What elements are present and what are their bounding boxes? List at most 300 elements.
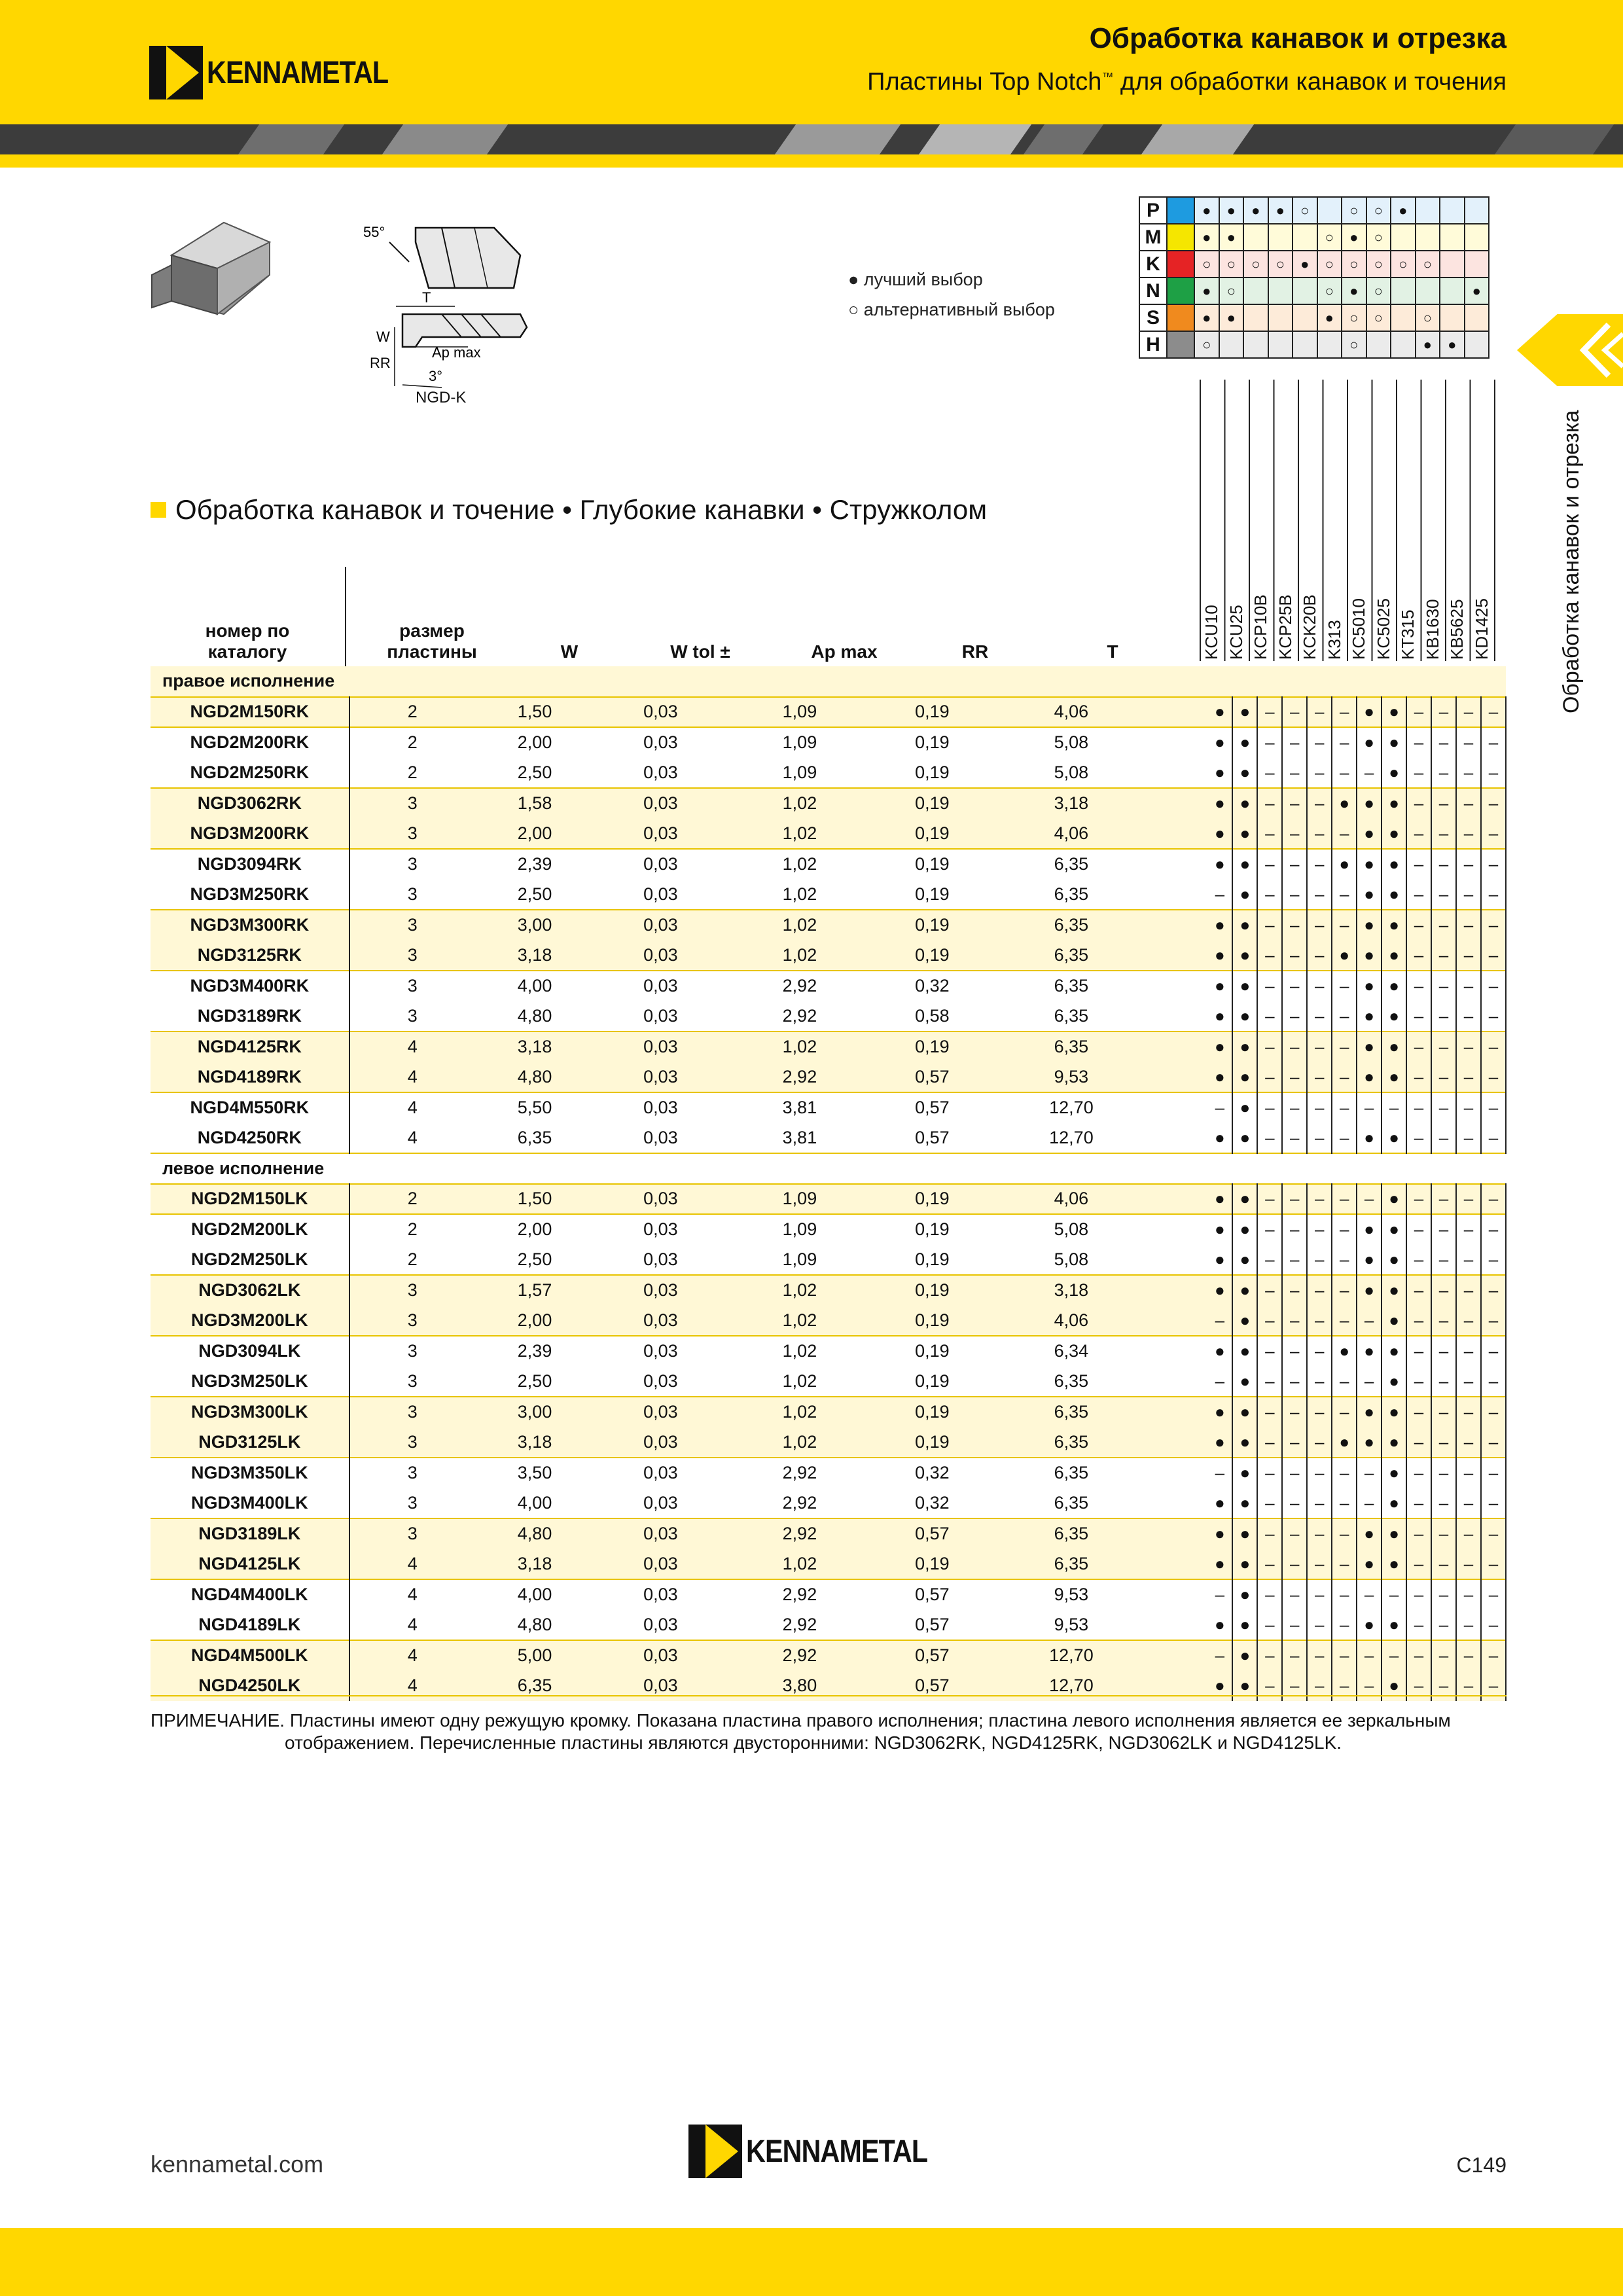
cell-size: 2 — [349, 1214, 475, 1245]
cell-w: 1,50 — [475, 697, 594, 728]
material-mark — [1293, 278, 1317, 304]
cell-rr: 0,19 — [872, 1427, 991, 1458]
grade-cell: ● — [1382, 941, 1406, 971]
cell-ap: 1,02 — [782, 1371, 817, 1391]
grade-cell: – — [1431, 1245, 1456, 1276]
grade-cell: – — [1282, 1640, 1307, 1671]
grade-cell: – — [1406, 880, 1431, 910]
grade-cell: – — [1207, 1367, 1232, 1397]
grade-cell: ● — [1357, 1001, 1382, 1032]
grade-cell: – — [1282, 1214, 1307, 1245]
header-yellow-line — [0, 154, 1623, 168]
grade-cell: – — [1332, 1397, 1357, 1427]
grade-cell: – — [1282, 971, 1307, 1001]
dim-rr: RR — [370, 355, 391, 371]
grade-cell: – — [1481, 727, 1506, 758]
table-row — [151, 1397, 1506, 1427]
grade-cell: – — [1456, 1427, 1481, 1458]
grade-cell: – — [1431, 910, 1456, 941]
cell-rr: 0,19 — [872, 1549, 991, 1580]
cell-rr: 0,57 — [872, 1092, 991, 1123]
drawing-label: NGD-K — [416, 389, 467, 406]
cell-t: 6,35 — [991, 910, 1150, 941]
grade-cell: ● — [1382, 1458, 1406, 1488]
grade-cell: ● — [1232, 1092, 1257, 1123]
material-mark — [1268, 224, 1293, 251]
cell-size: 3 — [349, 910, 475, 941]
grade-cell: – — [1431, 1610, 1456, 1641]
grade-cell: ● — [1232, 1214, 1257, 1245]
grade-cell: ● — [1207, 1214, 1232, 1245]
grade-cell: ● — [1382, 1184, 1406, 1215]
grade-cell: – — [1481, 1275, 1506, 1306]
kennametal-k-icon — [149, 46, 203, 99]
grade-cell: – — [1406, 788, 1431, 819]
cell-t: 6,35 — [991, 941, 1150, 971]
grade-cell: – — [1456, 1488, 1481, 1519]
grade-cell: – — [1431, 1275, 1456, 1306]
material-mark: ○ — [1391, 251, 1416, 278]
cell-gap — [1150, 1245, 1207, 1276]
grade-cell: ● — [1232, 1062, 1257, 1093]
cell-ap: 2,92 — [782, 1614, 817, 1634]
col-header-ap: Ap max — [811, 641, 878, 662]
grade-cell: – — [1282, 1245, 1307, 1276]
cell-rr: 0,57 — [872, 1671, 991, 1702]
material-mark — [1416, 197, 1440, 224]
cell-t: 6,35 — [991, 1458, 1150, 1488]
grade-cell: – — [1257, 1092, 1282, 1123]
cell-ap: 2,92 — [782, 1492, 817, 1513]
grade-cell: – — [1332, 697, 1357, 728]
grade-cell: – — [1307, 941, 1332, 971]
grade-cell: – — [1257, 910, 1282, 941]
grade-cell: – — [1282, 1610, 1307, 1641]
grade-cell: – — [1282, 1397, 1307, 1427]
cell-ap: 1,09 — [727, 727, 873, 758]
grade-cell: ● — [1357, 910, 1382, 941]
grade-cell: ● — [1357, 788, 1382, 819]
material-mark: ● — [1440, 331, 1465, 358]
grade-cell: – — [1282, 819, 1307, 850]
grade-cell: – — [1307, 1610, 1332, 1641]
cell-t: 6,35 — [1054, 1005, 1089, 1026]
grade-cell: – — [1481, 971, 1506, 1001]
cell-t: 5,08 — [991, 727, 1150, 758]
material-mark: ● — [1342, 224, 1366, 251]
cell-rr: 0,19 — [872, 1275, 991, 1306]
grade-cell: – — [1431, 1306, 1456, 1336]
grade-cell: – — [1406, 1245, 1431, 1276]
grade-cell: ● — [1357, 1245, 1382, 1276]
cell-size: 3 — [407, 1371, 418, 1391]
catalog-number: NGD2M250LK — [151, 1245, 349, 1276]
cell-size: 4 — [349, 1640, 475, 1671]
cell-rr: 0,57 — [872, 1640, 991, 1671]
cell-gap — [1150, 1579, 1207, 1610]
material-mark — [1440, 278, 1465, 304]
grade-cell: – — [1481, 788, 1506, 819]
cell-ap: 1,02 — [727, 941, 873, 971]
cell-gap — [1150, 1671, 1207, 1702]
material-row-n — [1139, 278, 1489, 304]
grade-cell: ● — [1207, 1397, 1232, 1427]
cell-w: 3,00 — [475, 1397, 594, 1427]
grade-cell: – — [1406, 819, 1431, 850]
page-number: C149 — [1456, 2153, 1507, 2177]
insert-table — [151, 666, 1507, 1701]
grade-cell: ● — [1207, 1549, 1232, 1580]
grade-cell: – — [1282, 1367, 1307, 1397]
cell-rr: 0,32 — [915, 1492, 950, 1513]
cell-rr: 0,19 — [872, 1214, 991, 1245]
table-row — [151, 1518, 1506, 1549]
cell-rr: 0,57 — [915, 1127, 950, 1147]
grade-cell: ● — [1207, 1488, 1232, 1519]
material-mark: ○ — [1366, 304, 1391, 331]
grade-label-kcu25: KCU25 — [1226, 605, 1246, 660]
material-row-m — [1139, 224, 1489, 251]
cell-t: 4,06 — [991, 1306, 1150, 1336]
table-row — [151, 1367, 1506, 1397]
header-stripe-band — [0, 124, 1623, 154]
cell-w: 2,50 — [517, 762, 552, 782]
cell-ap: 2,92 — [727, 1062, 873, 1093]
grade-cell: – — [1257, 1184, 1282, 1215]
grade-cell: – — [1257, 758, 1282, 789]
grade-cell: – — [1257, 1518, 1282, 1549]
grade-cell: – — [1406, 910, 1431, 941]
catalog-number: NGD3062RK — [151, 788, 349, 819]
grade-cell: – — [1406, 697, 1431, 728]
cell-size: 2 — [349, 1184, 475, 1215]
grade-cell: – — [1282, 1488, 1307, 1519]
grade-cell: ● — [1357, 1549, 1382, 1580]
cell-rr: 0,57 — [872, 1062, 991, 1093]
material-letter: N — [1139, 278, 1167, 304]
table-row — [151, 1184, 1506, 1215]
grade-cell: ● — [1232, 1275, 1257, 1306]
catalog-number: NGD3125RK — [151, 941, 349, 971]
stripe-decoration — [919, 124, 1031, 154]
grade-cell: – — [1431, 1092, 1456, 1123]
table-row — [151, 1062, 1506, 1093]
table-row — [151, 1336, 1506, 1367]
grade-cell: – — [1431, 1184, 1456, 1215]
stripe-decoration — [1495, 124, 1614, 154]
grade-cell: ● — [1382, 1031, 1406, 1062]
grade-cell: ● — [1207, 1184, 1232, 1215]
material-mark: ○ — [1366, 278, 1391, 304]
grade-cell: ● — [1382, 788, 1406, 819]
cell-t: 12,70 — [1049, 1127, 1094, 1147]
cell-size: 3 — [349, 819, 475, 850]
grade-cell: – — [1481, 819, 1506, 850]
grade-cell: ● — [1382, 1518, 1406, 1549]
grade-cell: – — [1257, 880, 1282, 910]
grade-cell: – — [1456, 1640, 1481, 1671]
material-mark: ● — [1342, 278, 1366, 304]
grade-cell: – — [1307, 1062, 1332, 1093]
grade-cell: – — [1332, 1214, 1357, 1245]
cell-gap — [1150, 1062, 1207, 1093]
cell-w: 2,00 — [475, 819, 594, 850]
material-mark — [1440, 224, 1465, 251]
cell-t: 6,35 — [1054, 884, 1089, 904]
col-header-rr: RR — [961, 641, 989, 662]
cell-t: 6,35 — [991, 849, 1150, 880]
grade-cell: – — [1332, 910, 1357, 941]
material-mark: ○ — [1366, 224, 1391, 251]
material-color-swatch — [1167, 197, 1194, 224]
grade-cell: – — [1257, 819, 1282, 850]
grade-cell: – — [1282, 1518, 1307, 1549]
cell-t: 9,53 — [991, 1062, 1150, 1093]
material-mark — [1366, 331, 1391, 358]
material-mark: ○ — [1268, 251, 1293, 278]
material-mark — [1293, 331, 1317, 358]
cell-wtol: 0,03 — [594, 788, 726, 819]
grade-cell: ● — [1332, 1427, 1357, 1458]
catalog-number: NGD3M250RK — [151, 880, 349, 910]
grade-cell: – — [1307, 1001, 1332, 1032]
grade-cell: – — [1332, 1031, 1357, 1062]
grade-cell: – — [1406, 1123, 1431, 1154]
cell-wtol: 0,03 — [594, 697, 726, 728]
cell-t: 4,06 — [991, 1184, 1150, 1215]
cell-size: 4 — [349, 1031, 475, 1062]
material-row-s — [1139, 304, 1489, 331]
cell-gap — [1150, 1123, 1207, 1154]
table-row — [151, 697, 1506, 728]
cell-gap — [1150, 941, 1207, 971]
grade-cell: – — [1282, 758, 1307, 789]
grade-cell: – — [1431, 1123, 1456, 1154]
section-heading-text: Обработка канавок и точение • Глубокие канавки • Стружколом — [175, 494, 988, 525]
grade-cell: ● — [1207, 1610, 1232, 1641]
material-mark: ○ — [1342, 331, 1366, 358]
grade-cell: – — [1456, 1123, 1481, 1154]
material-mark: ○ — [1317, 224, 1342, 251]
cell-wtol: 0,03 — [594, 1275, 726, 1306]
cell-size: 3 — [349, 941, 475, 971]
material-mark: ● — [1219, 304, 1244, 331]
cell-gap — [1150, 1367, 1207, 1397]
grade-cell: – — [1282, 727, 1307, 758]
grade-cell: – — [1307, 1397, 1332, 1427]
cell-gap — [1150, 1092, 1207, 1123]
cell-w: 1,50 — [475, 1184, 594, 1215]
grade-cell: – — [1431, 1579, 1456, 1610]
grade-cell: ● — [1357, 1610, 1382, 1641]
table-row — [151, 1031, 1506, 1062]
grade-cell: ● — [1382, 1214, 1406, 1245]
grade-cell: ● — [1207, 819, 1232, 850]
cell-gap — [1150, 727, 1207, 758]
material-mark — [1416, 224, 1440, 251]
cell-t: 5,08 — [1054, 762, 1089, 782]
grade-cell: – — [1282, 910, 1307, 941]
subtitle-tm: ™ — [1101, 70, 1114, 84]
catalog-number: NGD2M200LK — [151, 1214, 349, 1245]
grade-cell: – — [1481, 1579, 1506, 1610]
subtitle-main: Пластины Top Notch — [867, 68, 1102, 96]
cell-w: 1,57 — [475, 1275, 594, 1306]
cell-wtol: 0,03 — [643, 762, 678, 782]
material-color-swatch — [1167, 251, 1194, 278]
footer-url[interactable]: kennametal.com — [151, 2151, 324, 2178]
grade-cell: – — [1307, 758, 1332, 789]
cell-size: 3 — [349, 1306, 475, 1336]
grade-cell: – — [1431, 941, 1456, 971]
table-row — [151, 910, 1506, 941]
grade-cell: – — [1456, 1610, 1481, 1641]
material-mark: ○ — [1219, 251, 1244, 278]
material-mark: ○ — [1366, 197, 1391, 224]
grade-cell: – — [1332, 880, 1357, 910]
material-mark — [1293, 224, 1317, 251]
stripe-decoration — [382, 124, 508, 154]
grade-cell: – — [1456, 1092, 1481, 1123]
grade-cell: – — [1406, 758, 1431, 789]
cell-wtol: 0,03 — [594, 1427, 726, 1458]
cell-wtol: 0,03 — [594, 971, 726, 1001]
grade-cell: – — [1481, 1214, 1506, 1245]
grade-cell: ● — [1382, 1427, 1406, 1458]
grade-cell: – — [1481, 1031, 1506, 1062]
grade-cell: ● — [1357, 971, 1382, 1001]
cell-wtol: 0,03 — [594, 910, 726, 941]
cell-gap — [1150, 910, 1207, 941]
grade-cell: – — [1282, 1549, 1307, 1580]
grade-cell: – — [1481, 1549, 1506, 1580]
grade-cell: – — [1456, 1549, 1481, 1580]
grade-cell: ● — [1357, 819, 1382, 850]
grade-cell: – — [1282, 1001, 1307, 1032]
grade-cell: – — [1456, 1062, 1481, 1093]
grade-cell: ● — [1232, 697, 1257, 728]
grade-cell: – — [1481, 1092, 1506, 1123]
cell-ap: 2,92 — [727, 971, 873, 1001]
grade-cell: – — [1456, 819, 1481, 850]
grade-cell: – — [1481, 1367, 1506, 1397]
catalog-number: NGD4125LK — [151, 1549, 349, 1580]
cell-w: 4,80 — [475, 1518, 594, 1549]
grade-cell: – — [1406, 1518, 1431, 1549]
group-label: левое исполнение — [151, 1153, 1506, 1184]
material-mark: ● — [1268, 197, 1293, 224]
grade-cell: ● — [1207, 727, 1232, 758]
material-mark: ● — [1219, 197, 1244, 224]
legend-alternative: ○ альтернативный выбор — [848, 300, 1055, 319]
catalog-number: NGD3M200LK — [151, 1306, 349, 1336]
grade-cell: – — [1456, 1275, 1481, 1306]
grade-cell: ● — [1207, 1275, 1232, 1306]
cell-gap — [1150, 1275, 1207, 1306]
catalog-number: NGD4M550RK — [151, 1092, 349, 1123]
grade-cell: – — [1307, 971, 1332, 1001]
grade-cell: – — [1207, 1092, 1232, 1123]
cell-wtol: 0,03 — [643, 1371, 678, 1391]
grade-cell: – — [1207, 1458, 1232, 1488]
grade-cell: – — [1456, 1306, 1481, 1336]
cell-ap: 1,02 — [782, 884, 817, 904]
material-mark — [1243, 304, 1268, 331]
cell-ap: 1,02 — [727, 1549, 873, 1580]
catalog-number: NGD3M350LK — [151, 1458, 349, 1488]
catalog-number: NGD3094LK — [151, 1336, 349, 1367]
cell-ap: 1,02 — [727, 788, 873, 819]
cell-ap: 1,09 — [782, 762, 817, 782]
grade-cell: – — [1332, 1062, 1357, 1093]
grade-cell: – — [1257, 1245, 1282, 1276]
grade-cell: ● — [1382, 1671, 1406, 1702]
cell-size: 4 — [349, 1062, 475, 1093]
grade-cell: – — [1332, 1001, 1357, 1032]
grade-cell: – — [1481, 1062, 1506, 1093]
cell-ap: 2,92 — [782, 1005, 817, 1026]
cell-size: 4 — [407, 1614, 418, 1634]
grade-cell: – — [1406, 1579, 1431, 1610]
grade-cell: – — [1332, 819, 1357, 850]
grade-cell: – — [1406, 1031, 1431, 1062]
cell-ap: 1,02 — [727, 1397, 873, 1427]
material-mark — [1293, 304, 1317, 331]
cell-rr: 0,19 — [872, 819, 991, 850]
grade-cell: – — [1406, 1062, 1431, 1093]
grade-label-kc5010: KC5010 — [1349, 598, 1368, 660]
cell-w: 3,50 — [475, 1458, 594, 1488]
grade-cell: – — [1282, 849, 1307, 880]
grade-cell: – — [1382, 1092, 1406, 1123]
chevron-left-icon — [1558, 321, 1623, 380]
grade-cell: – — [1456, 1518, 1481, 1549]
grade-cell: – — [1357, 1367, 1382, 1397]
material-mark — [1391, 331, 1416, 358]
grade-cell: ● — [1382, 971, 1406, 1001]
material-mark: ○ — [1342, 304, 1366, 331]
cell-wtol: 0,03 — [643, 884, 678, 904]
grade-cell: ● — [1207, 1123, 1232, 1154]
cell-size: 4 — [349, 1579, 475, 1610]
table-row — [151, 1092, 1506, 1123]
section-heading — [151, 494, 987, 526]
material-mark: ○ — [1317, 251, 1342, 278]
cell-w: 3,00 — [475, 910, 594, 941]
table-bottom-line — [151, 1695, 1507, 1696]
cell-gap — [1150, 880, 1207, 910]
cell-t: 3,18 — [991, 788, 1150, 819]
material-mark — [1243, 224, 1268, 251]
cell-wtol: 0,03 — [594, 1092, 726, 1123]
material-color-swatch — [1167, 278, 1194, 304]
material-mark — [1465, 224, 1489, 251]
cell-size: 3 — [349, 849, 475, 880]
grade-cell: ● — [1382, 1275, 1406, 1306]
grade-cell: – — [1307, 1427, 1332, 1458]
cell-w: 4,00 — [517, 1492, 552, 1513]
table-row — [151, 758, 1506, 789]
dim-angle: 55° — [363, 224, 385, 240]
cell-w: 3,18 — [475, 941, 594, 971]
grade-cell: – — [1257, 1306, 1282, 1336]
cell-rr: 0,19 — [872, 1397, 991, 1427]
cell-gap — [1150, 1214, 1207, 1245]
grade-cell: – — [1257, 1549, 1282, 1580]
grade-cell: ● — [1232, 1123, 1257, 1154]
note — [151, 1710, 1512, 1754]
grade-cell: – — [1456, 849, 1481, 880]
